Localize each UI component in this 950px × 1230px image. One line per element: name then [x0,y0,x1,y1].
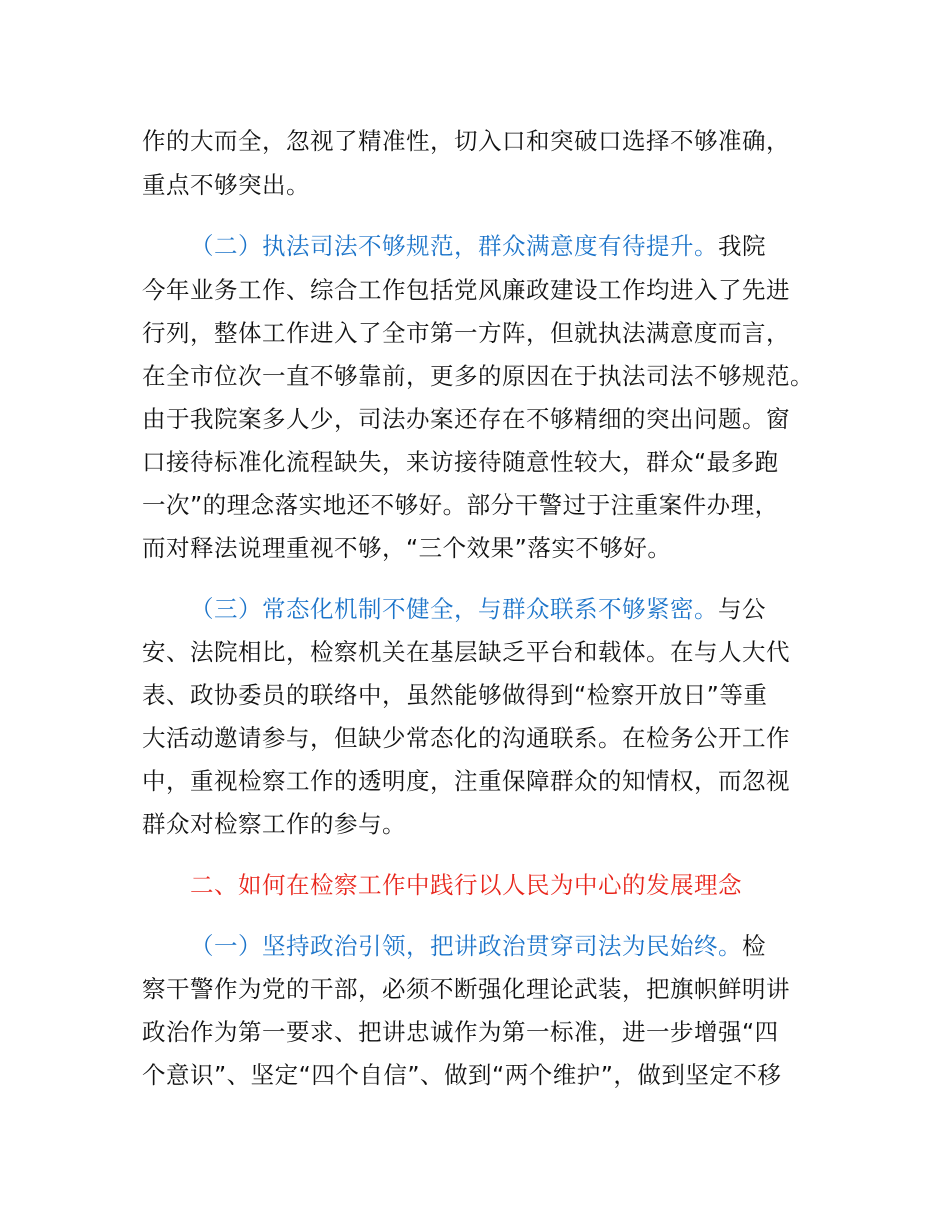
paragraph-text: 我院 [718,232,766,260]
subheading-line [190,231,890,261]
subheading-line [190,931,890,961]
subheading-2: （二）执法司法不够规范，群众满意度有待提升。 [190,232,718,260]
paragraph-text: 与公 [718,595,766,623]
paragraph-line: 安、法院相比，检察机关在基层缺乏平台和载体。在与人大代 [142,638,790,666]
paragraph-line: 个意识”、坚定“四个自信”、做到“两个维护”，做到坚定不移 [142,1061,782,1089]
paragraph-line: 行列，整体工作进入了全市第一方阵，但就执法满意度而言， [142,319,790,347]
paragraph-line: 表、政协委员的联络中，虽然能够做得到“检察开放日”等重 [142,681,768,709]
paragraph-line: 大活动邀请参与，但缺少常态化的沟通联系。在检务公开工作 [142,724,790,752]
subheading-3: （三）常态化机制不健全，与群众联系不够紧密。 [190,595,718,623]
paragraph-line: 群众对检察工作的参与。 [142,810,406,838]
subheading-1: （一）坚持政治引领，把讲政治贯穿司法为民始终。 [190,932,742,960]
paragraph-line: 口接待标准化流程缺失，来访接待随意性较大，群众“最多跑 [142,448,779,476]
paragraph-text: 检 [742,932,766,960]
paragraph-line: 察干警作为党的干部，必须不断强化理论武装，把旗帜鲜明讲 [142,975,790,1003]
section-heading: 二、如何在检察工作中践行以人民为中心的发展理念 [190,871,742,899]
paragraph-line: 重点不够突出。 [142,171,310,199]
paragraph-line: 作的大而全，忽视了精准性，切入口和突破口选择不够准确， [142,127,790,155]
paragraph-line: 而对释法说理重视不够，“三个效果”落实不够好。 [142,534,672,562]
paragraph-line: 在全市位次一直不够靠前，更多的原因在于执法司法不够规范。 [142,362,814,390]
paragraph-line: 今年业务工作、综合工作包括党风廉政建设工作均进入了先进 [142,276,790,304]
paragraph-line: 政治作为第一要求、把讲忠诚作为第一标准，进一步增强“四 [142,1018,779,1046]
paragraph-line: 中，重视检察工作的透明度，注重保障群众的知情权，而忽视 [142,767,790,795]
subheading-line [190,594,890,624]
paragraph-line: 一次”的理念落实地还不够好。部分干警过于注重案件办理， [142,491,779,519]
paragraph-line: 由于我院案多人少，司法办案还存在不够精细的突出问题。窗 [142,405,790,433]
